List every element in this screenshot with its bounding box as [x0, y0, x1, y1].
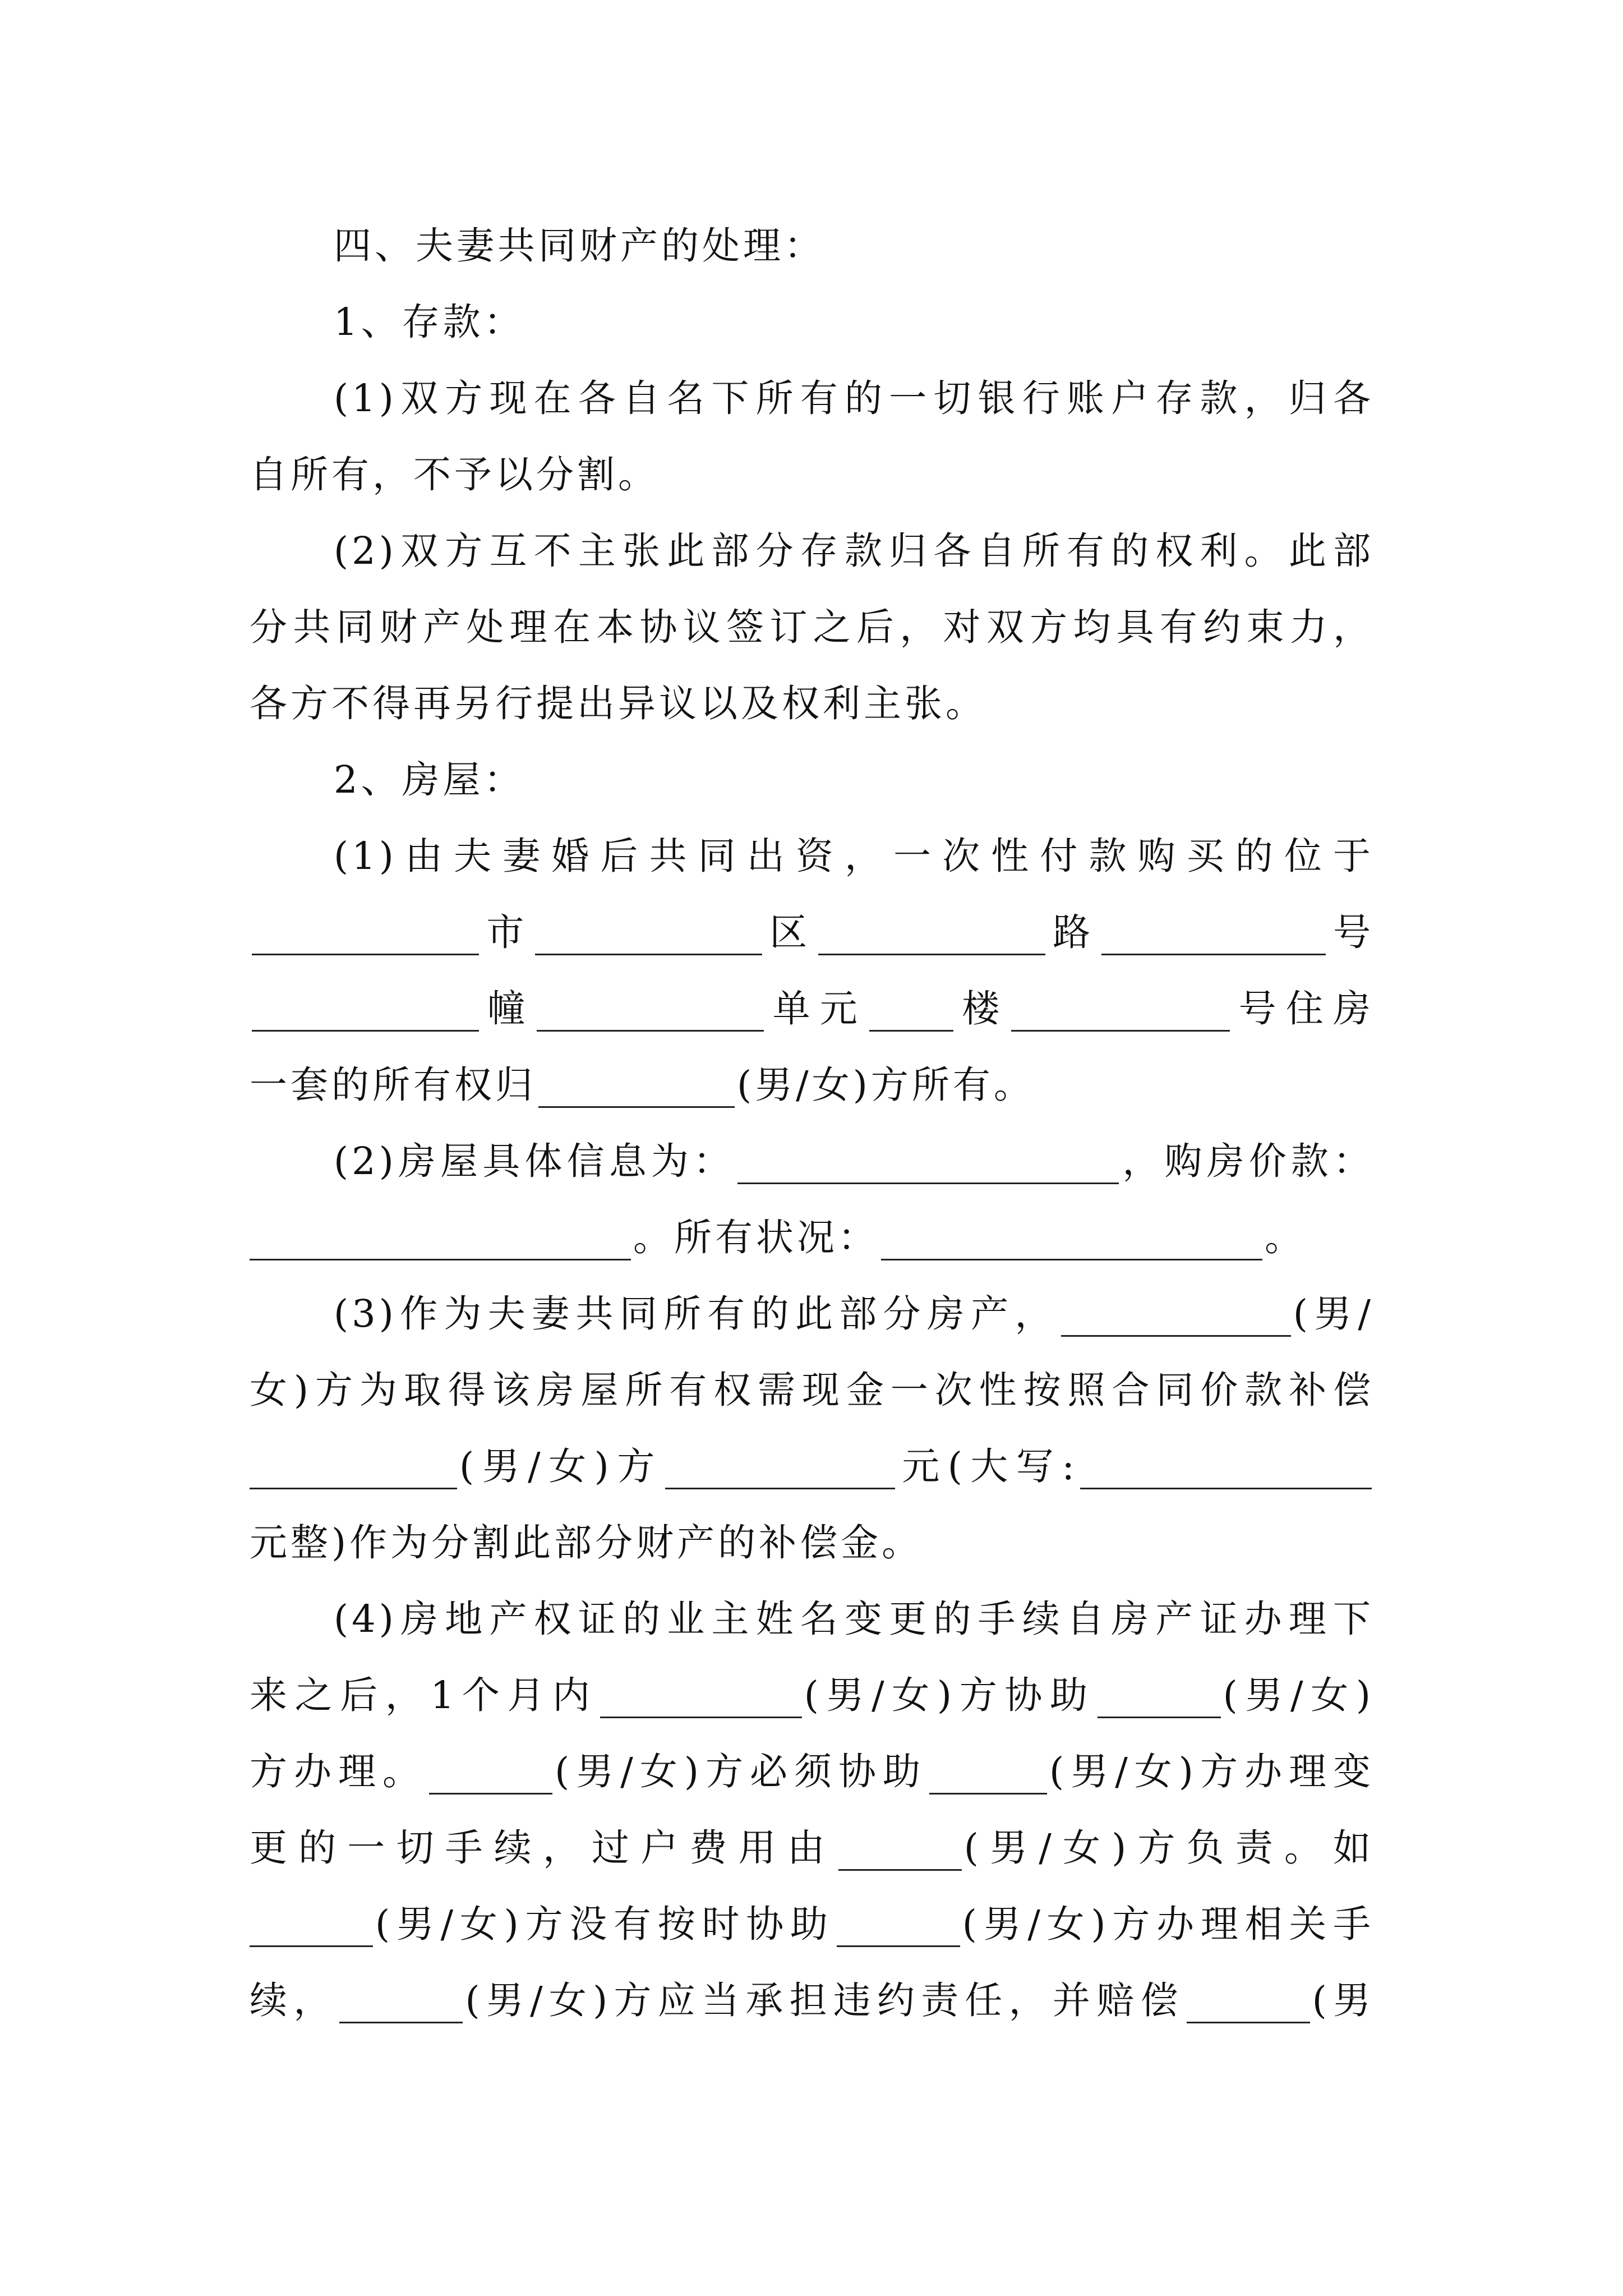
paragraph-text: (1)由夫妻婚后共同出资，一次性付款购买的位于	[334, 834, 1374, 878]
room-label: 号住房	[1232, 987, 1375, 1030]
party-blank-8[interactable]	[339, 1981, 463, 2023]
paragraph-text: (2)双方互不主张此部分存款归各自所有的权利。此部	[334, 529, 1374, 573]
floor-blank[interactable]	[869, 990, 953, 1032]
paragraph-text: 来之后，1个月内	[250, 1673, 598, 1717]
unit-blank[interactable]	[537, 990, 764, 1032]
paragraph-text: 续，	[250, 1978, 338, 2022]
paragraph-text: (男/女)方办理变	[1049, 1750, 1375, 1793]
house-item3-line1	[250, 1276, 1374, 1352]
building-blank[interactable]	[252, 990, 479, 1032]
road-blank[interactable]	[818, 913, 1045, 955]
paragraph-text: (男/女)方没有按时协助	[375, 1902, 834, 1946]
floor-label: 楼	[956, 987, 1009, 1030]
house-item2-line2	[250, 1199, 1374, 1276]
amount-capital-blank[interactable]	[1080, 1447, 1372, 1489]
house-title-text: 2、房屋：	[334, 758, 525, 802]
number-label: 号	[1327, 910, 1375, 954]
house-item3-line3	[250, 1428, 1374, 1504]
house-item4-line3	[250, 1733, 1374, 1810]
room-blank[interactable]	[1011, 990, 1230, 1032]
house-address-line1	[250, 894, 1374, 970]
paragraph-text: (男/女)方应当承担违约责任，并赔偿	[465, 1978, 1184, 2022]
amount-blank[interactable]	[665, 1447, 895, 1489]
party-blank-6[interactable]	[250, 1905, 373, 1947]
paragraph-text: (男/女)方办理相关手	[962, 1902, 1374, 1946]
deposit-item2-line1	[250, 513, 1374, 589]
house-item1-line1	[250, 818, 1374, 894]
road-label: 路	[1047, 910, 1099, 954]
paragraph-text: (男/女)方	[459, 1444, 663, 1488]
city-blank[interactable]	[252, 913, 479, 955]
house-item3-line4	[250, 1504, 1374, 1581]
house-info-blank[interactable]	[737, 1142, 1119, 1184]
district-label: 区	[764, 910, 816, 954]
paragraph-text: 元整)作为分割此部分财产的补偿金。	[250, 1521, 923, 1565]
house-item4-line5	[250, 1886, 1374, 1962]
unit-label: 单元	[766, 987, 868, 1030]
section-heading	[250, 208, 1374, 284]
acquirer-blank[interactable]	[1061, 1295, 1291, 1337]
paragraph-text: (3)作为夫妻共同所有的此部分房产，	[334, 1292, 1059, 1336]
paragraph-text: ，购房价款：	[1121, 1139, 1375, 1183]
city-label: 市	[481, 910, 533, 954]
paragraph-text: (男/女)方协助	[804, 1673, 1095, 1717]
heading-text: 四、夫妻共同财产的处理：	[334, 224, 825, 268]
paragraph-text: 方办理。	[250, 1750, 427, 1793]
paragraph-text: 更的一切手续，过户费用由	[250, 1826, 836, 1870]
price-blank[interactable]	[250, 1218, 631, 1260]
district-blank[interactable]	[535, 913, 762, 955]
paragraph-text: 分共同财产处理在本协议签订之后，对双方均具有约束力，	[250, 605, 1374, 649]
paragraph-text: 元(大写:	[897, 1444, 1078, 1488]
building-label: 幢	[481, 987, 535, 1030]
paragraph-text: 一套的所有权归	[250, 1063, 536, 1107]
deposit-item2-line3	[250, 665, 1374, 742]
house-item4-line1	[250, 1581, 1374, 1657]
paragraph-text: 各方不得再另行提出异议以及权利主张。	[250, 682, 986, 725]
paragraph-text: (男/女)方所有。	[737, 1063, 1035, 1107]
house-item2-line1	[250, 1123, 1374, 1199]
paragraph-text: 。	[1265, 1216, 1306, 1259]
deposit-title-text: 1、存款：	[334, 300, 525, 344]
paragraph-text: 。所有状况：	[633, 1216, 879, 1259]
party-blank-5[interactable]	[838, 1829, 962, 1871]
paragraph-text: (男/	[1293, 1292, 1374, 1336]
deposit-item1-line1	[250, 360, 1374, 436]
number-blank[interactable]	[1101, 913, 1326, 955]
document-body	[250, 208, 1374, 2039]
paragraph-text: (男	[1312, 1978, 1375, 2022]
paragraph-text: (4)房地产权证的业主姓名变更的手续自房产证办理下	[334, 1597, 1374, 1641]
paragraph-text: (男/女)方必须协助	[555, 1750, 928, 1793]
paragraph-text: 自所有，不予以分割。	[250, 453, 659, 496]
house-item1-line4	[250, 1047, 1374, 1123]
party-blank-7[interactable]	[837, 1905, 960, 1947]
house-item4-line4	[250, 1810, 1374, 1886]
party-blank-9[interactable]	[1187, 1981, 1310, 2023]
deposit-item1-line2	[250, 436, 1374, 513]
deposit-item2-line2	[250, 589, 1374, 665]
party-blank-2[interactable]	[1098, 1676, 1221, 1718]
paragraph-text: (1)双方现在各自名下所有的一切银行账户存款，归各	[334, 376, 1374, 420]
status-blank[interactable]	[881, 1218, 1262, 1260]
party-blank-1[interactable]	[600, 1676, 802, 1718]
compensated-party-blank[interactable]	[250, 1447, 457, 1489]
party-blank-3[interactable]	[429, 1752, 552, 1795]
paragraph-text: 女)方为取得该房屋所有权需现金一次性按照合同价款补偿	[250, 1368, 1374, 1412]
paragraph-text: (男/女)	[1223, 1673, 1374, 1717]
house-item4-line2	[250, 1657, 1374, 1733]
party-blank-4[interactable]	[929, 1752, 1047, 1795]
paragraph-text: (2)房屋具体信息为：	[334, 1139, 736, 1183]
house-item4-line6	[250, 1962, 1374, 2039]
owner-blank[interactable]	[538, 1066, 735, 1108]
paragraph-text: (男/女)方负责。如	[963, 1826, 1374, 1870]
deposit-title	[250, 284, 1374, 360]
house-item3-line2	[250, 1352, 1374, 1428]
house-title	[250, 742, 1374, 818]
house-address-line2	[250, 970, 1374, 1047]
